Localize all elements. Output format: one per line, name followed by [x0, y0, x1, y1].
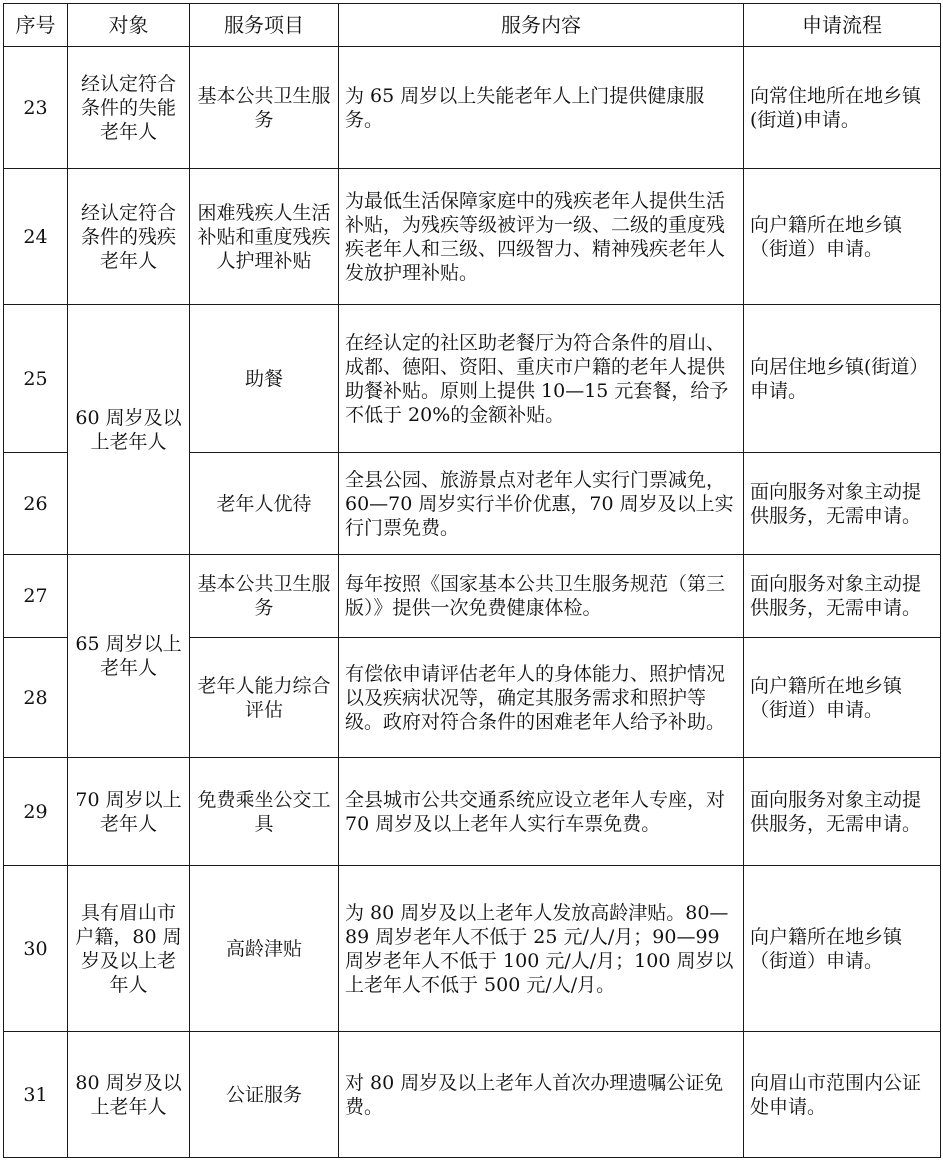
- row-number: 27: [4, 555, 68, 638]
- row-number: 24: [4, 169, 68, 305]
- row-item: 困难残疾人生活补贴和重度残疾人护理补贴: [190, 169, 339, 305]
- row-target: 具有眉山市户籍，80 周岁及以上老年人: [68, 866, 190, 1032]
- row-process: 面向服务对象主动提供服务，无需申请。: [744, 555, 941, 638]
- row-process: 向户籍所在地乡镇（街道）申请。: [744, 169, 941, 305]
- row-item: 公证服务: [190, 1032, 339, 1158]
- row-number: 29: [4, 758, 68, 866]
- row-content: 全县公园、旅游景点对老年人实行门票减免，60—70 周岁实行半价优惠，70 周岁及以上实行门票免费。: [339, 453, 744, 555]
- row-content: 为 80 周岁及以上老年人发放高龄津贴。80—89 周岁老年人不低于 25 元/人/月；90—99 周岁老年人不低于 100 元/人/月；100 周岁以上老年人不低于 500 元/人/月。: [339, 866, 744, 1032]
- row-number: 23: [4, 47, 68, 169]
- row-process: 面向服务对象主动提供服务，无需申请。: [744, 758, 941, 866]
- row-content: 每年按照《国家基本公共卫生服务规范（第三版）》提供一次免费健康体检。: [339, 555, 744, 638]
- row-item: 助餐: [190, 305, 339, 453]
- row-process: 向常住地所在地乡镇(街道)申请。: [744, 47, 941, 169]
- row-target: 经认定符合条件的残疾老年人: [68, 169, 190, 305]
- row-item: 基本公共卫生服务: [190, 47, 339, 169]
- row-target: 70 周岁以上老年人: [68, 758, 190, 866]
- row-target: 经认定符合条件的失能老年人: [68, 47, 190, 169]
- service-table: [3, 3, 941, 1158]
- row-target-merged-65: 65 周岁以上老年人: [68, 555, 190, 758]
- row-process: 向眉山市范围内公证处申请。: [744, 1032, 941, 1158]
- row-process: 向户籍所在地乡镇（街道）申请。: [744, 866, 941, 1032]
- row-process: 向居住地乡镇(街道）申请。: [744, 305, 941, 453]
- row-content: 在经认定的社区助老餐厅为符合条件的眉山、成都、德阳、资阳、重庆市户籍的老年人提供助餐补贴。原则上提供 10—15 元套餐，给予不低于 20%的金额补贴。: [339, 305, 744, 453]
- row-number: 30: [4, 866, 68, 1032]
- header-target: 对象: [68, 4, 190, 47]
- row-item: 免费乘坐公交工具: [190, 758, 339, 866]
- row-content: 为 65 周岁以上失能老年人上门提供健康服务。: [339, 47, 744, 169]
- row-item: 老年人优待: [190, 453, 339, 555]
- row-content: 全县城市公共交通系统应设立老年人专座，对 70 周岁及以上老年人实行车票免费。: [339, 758, 744, 866]
- row-number: 31: [4, 1032, 68, 1158]
- header-row: [4, 4, 941, 47]
- row-number: 28: [4, 638, 68, 758]
- row-target-merged-60: 60 周岁及以上老年人: [68, 305, 190, 555]
- table-row: [4, 555, 941, 638]
- row-number: 25: [4, 305, 68, 453]
- row-content: 有偿依申请评估老年人的身体能力、照护情况以及疾病状况等，确定其服务需求和照护等级。政府对符合条件的困难老年人给予补助。: [339, 638, 744, 758]
- table-row: [4, 1032, 941, 1158]
- row-item: 高龄津贴: [190, 866, 339, 1032]
- header-content: 服务内容: [339, 4, 744, 47]
- row-item: 基本公共卫生服务: [190, 555, 339, 638]
- row-content: 对 80 周岁及以上老年人首次办理遗嘱公证免费。: [339, 1032, 744, 1158]
- row-process: 向户籍所在地乡镇（街道）申请。: [744, 638, 941, 758]
- table-row: [4, 866, 941, 1032]
- row-item: 老年人能力综合评估: [190, 638, 339, 758]
- table-row: [4, 47, 941, 169]
- header-item: 服务项目: [190, 4, 339, 47]
- header-serial: 序号: [4, 4, 68, 47]
- header-process: 申请流程: [744, 4, 941, 47]
- row-process: 面向服务对象主动提供服务，无需申请。: [744, 453, 941, 555]
- row-number: 26: [4, 453, 68, 555]
- table-row: [4, 305, 941, 453]
- row-target: 80 周岁及以上老年人: [68, 1032, 190, 1158]
- row-content: 为最低生活保障家庭中的残疾老年人提供生活补贴，为残疾等级被评为一级、二级的重度残疾老年人和三级、四级智力、精神残疾老年人发放护理补贴。: [339, 169, 744, 305]
- table-row: [4, 758, 941, 866]
- table-row: [4, 169, 941, 305]
